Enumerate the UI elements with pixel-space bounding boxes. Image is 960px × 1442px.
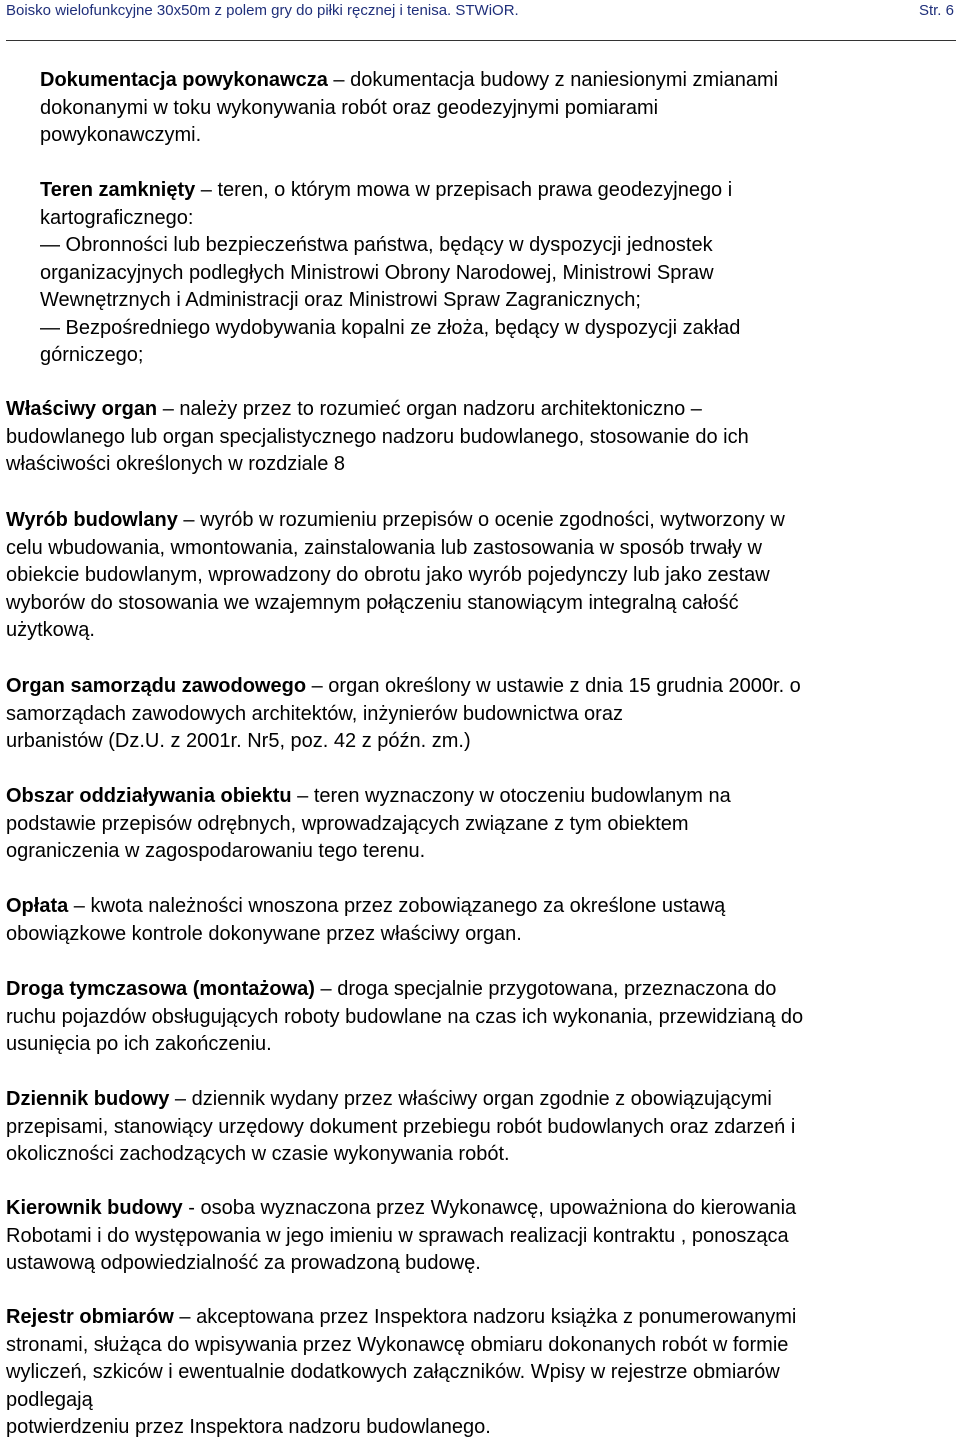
definition-line: właściwości określonych w rozdziale 8 [6,453,346,475]
definition-dokumentacja-powykonawcza [40,67,778,150]
definition-line: ustawową odpowiedzialność za prowadzoną budowę. [6,1252,481,1274]
definition-line [40,177,740,205]
definition-line [6,1304,796,1332]
definition-line: samorządach zawodowych architektów, inżynierów budownictwa oraz [6,702,623,725]
definition-text: – kwota należności wnoszona przez zobowiązanego za określone ustawą [68,895,726,917]
definition-line: powykonawczymi. [40,124,202,146]
definition-line [6,1195,796,1223]
definition-line: podlegają [6,1388,93,1411]
definition-dziennik-budowy [6,1086,795,1169]
definition-oplata [6,893,725,948]
definition-wyrob-budowlany [6,507,785,645]
definition-organ-samorzadu-zawodowego [6,673,801,756]
definition-text: – teren wyznaczony w otoczeniu budowlanym na [291,785,731,807]
page-header [6,2,956,32]
definition-line: dokonanymi w toku wykonywania robót oraz geodezyjnymi pomiarami [40,96,659,119]
definition-droga-tymczasowa [6,976,803,1059]
definition-text: – wyrób w rozumieniu przepisów o ocenie zgodności, wytworzony w [177,509,785,531]
definition-line: wyborów do stosowania we wzajemnym połączeniu stanowiącym integralną całość [6,591,739,614]
definition-line [40,67,778,95]
definition-term: Rejestr obmiarów [6,1306,174,1328]
definition-line: ograniczenia w zagospodarowaniu tego terenu. [6,840,426,862]
definition-term: Wyrób budowlany [6,509,178,531]
definition-line [6,673,801,701]
definition-teren-zamkniety [40,177,740,370]
definition-line: celu wbudowania, wmontowania, zainstalowania lub zastosowania w sposób trwały w [6,536,762,559]
definition-line: obowiązkowe kontrole dokonywane przez właściwy organ. [6,922,522,945]
definition-term: Dziennik budowy [6,1088,170,1110]
definition-obszar-oddzialywania-obiektu [6,783,731,866]
definition-line: przepisami, stanowiący urzędowy dokument przebiegu robót budowlanych oraz zdarzeń i [6,1115,796,1138]
definition-line: organizacyjnych podległych Ministrowi Obrony Narodowej, Ministrowi Spraw [40,261,714,284]
definition-term: Obszar oddziaływania obiektu [6,785,292,807]
definition-wlasciwy-organ [6,396,749,479]
definition-term: Teren zamknięty [40,179,196,201]
definition-text: – akceptowana przez Inspektora nadzoru książka z ponumerowanymi [173,1306,797,1328]
definition-line: ruchu pojazdów obsługujących roboty budowlane na czas ich wykonania, przewidzianą do [6,1005,804,1028]
definition-text: – organ określony w ustawie z dnia 15 grudnia 2000r. o [306,675,801,697]
definition-line: okoliczności zachodzących w czasie wykonywania robót. [6,1143,510,1165]
definition-line [6,507,785,535]
definition-line: wyliczeń, szkiców i ewentualnie dodatkowych załączników. Wpisy w rejestrze obmiarów [6,1361,780,1383]
definition-text: - osoba wyznaczona przez Wykonawcę, upoważniona do kierowania [182,1197,797,1219]
page-number: Str. 6 [918,2,954,19]
definition-line: potwierdzeniu przez Inspektora nadzoru budowlanego. [6,1416,491,1438]
definition-line [6,396,749,424]
definition-line: budowlanego lub organ specjalistycznego nadzoru budowlanego, stosowanie do ich [6,425,749,448]
definition-text: – dokumentacja budowy z naniesionymi zmianami [327,69,779,91]
definition-text: – należy przez to rozumieć organ nadzoru architektoniczno – [157,398,702,420]
definition-line: stronami, służąca do wpisywania przez Wykonawcę obmiaru dokonanych robót w formie [6,1333,789,1356]
definition-line: urbanistów (Dz.U. z 2001r. Nr5, poz. 42 z późn. zm.) [6,730,471,752]
definition-line [6,783,731,811]
definition-term: Organ samorządu zawodowego [6,675,307,697]
definition-line [6,893,725,921]
definition-line: użytkową. [6,619,95,641]
header-divider [6,40,956,41]
definition-line: kartograficznego: [40,206,194,229]
definition-term: Kierownik budowy [6,1197,183,1219]
definition-rejestr-obmiarow [6,1304,796,1442]
definition-line: podstawie przepisów odrębnych, wprowadzających związane z tym obiektem [6,812,689,835]
definition-text: – dziennik wydany przez właściwy organ zgodnie z obowiązującymi [169,1088,772,1110]
definition-term: Opłata [6,895,69,917]
definition-line: obiekcie budowlanym, wprowadzony do obrotu jako wyrób pojedynczy lub jako zestaw [6,564,770,586]
definition-line [6,1086,795,1114]
definition-term: Droga tymczasowa (montażowa) [6,978,315,1000]
definition-text: – teren, o którym mowa w przepisach prawa geodezyjnego i [195,179,733,201]
definition-text: – droga specjalnie przygotowana, przeznaczona do [314,978,777,1000]
definition-kierownik-budowy [6,1195,796,1278]
definition-line: — Obronności lub bezpieczeństwa państwa, będący w dyspozycji jednostek [40,234,713,256]
definition-term: Dokumentacja powykonawcza [40,69,328,91]
definition-line: Wewnętrznych i Administracji oraz Ministrowi Spraw Zagranicznych; [40,289,641,311]
definition-line [6,976,803,1004]
definition-line: Robotami i do występowania w jego imieniu w sprawach realizacji kontraktu , ponosząca [6,1224,789,1247]
definition-line: usunięcia po ich zakończeniu. [6,1033,272,1055]
document-title: Boisko wielofunkcyjne 30x50m z polem gry do piłki ręcznej i tenisa. STWiOR. [6,2,519,19]
definition-term: Właściwy organ [6,398,158,420]
definition-line: — Bezpośredniego wydobywania kopalni ze złoża, będący w dyspozycji zakład [40,316,741,339]
definition-line: górniczego; [40,344,144,366]
